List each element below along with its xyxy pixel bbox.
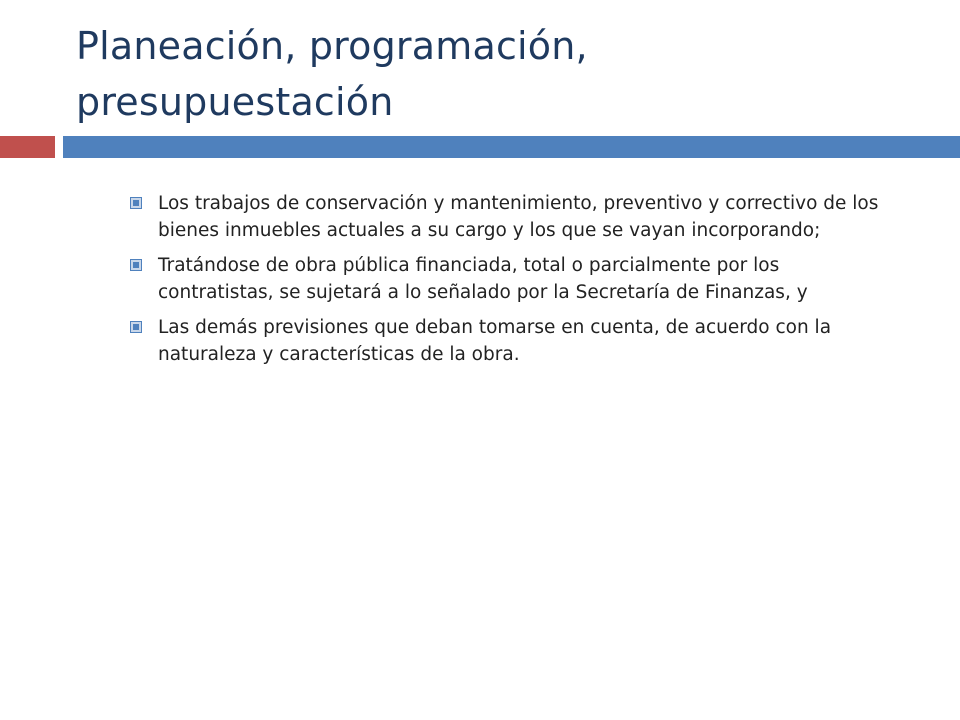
- square-bullet-icon: [131, 260, 141, 270]
- square-bullet-icon: [131, 198, 141, 208]
- bullet-item: [128, 252, 888, 306]
- square-bullet-icon: [131, 322, 141, 332]
- bullet-item: [128, 190, 888, 244]
- bullet-text: Los trabajos de conservación y mantenimiento, preventivo y correctivo de los bienes inmuebles actuales a su cargo y los que se vayan incorporando;: [158, 193, 879, 241]
- bullet-text: Las demás previsiones que deban tomarse en cuenta, de acuerdo con la naturaleza y características de la obra.: [158, 317, 832, 365]
- bullet-text: Tratándose de obra pública financiada, total o parcialmente por los contratistas, se sujetará a lo señalado por la Secretaría de Finanzas, y: [158, 255, 808, 303]
- title-accent-bar-blue: [63, 136, 960, 158]
- bullet-list: [128, 190, 888, 376]
- bullet-item: [128, 314, 888, 368]
- slide-title: Planeación, programación, presupuestación: [76, 24, 588, 124]
- title-accent-bar-red: [0, 136, 55, 158]
